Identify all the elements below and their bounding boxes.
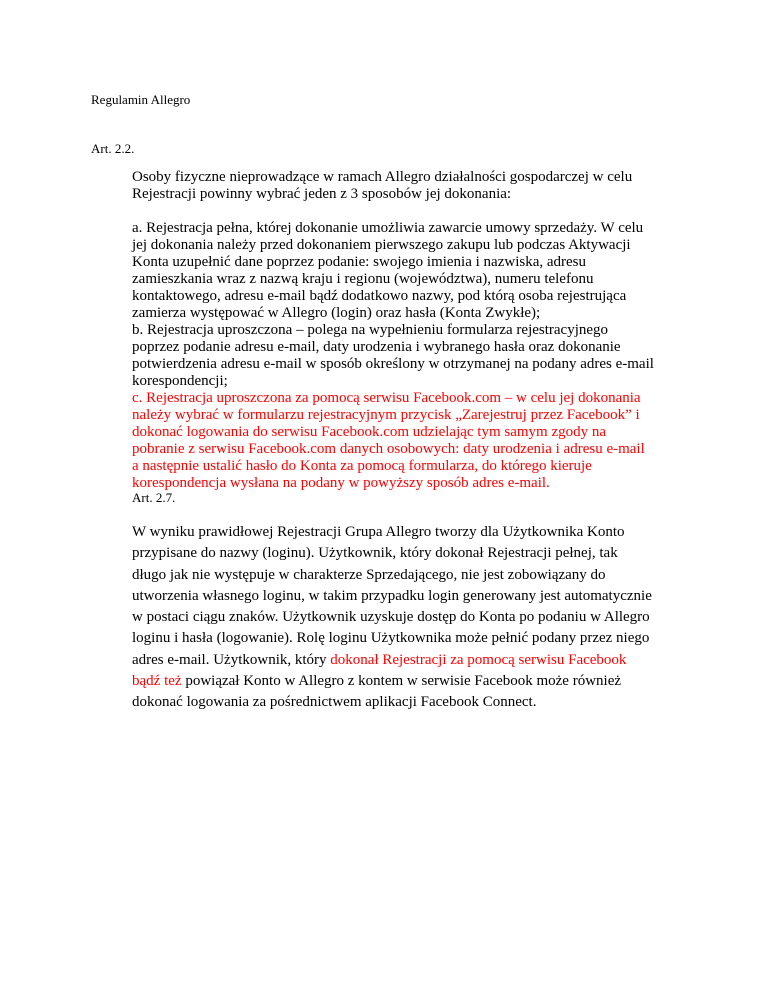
option-a-paragraph xyxy=(132,220,652,322)
article-2-2-options xyxy=(132,220,652,492)
text-line: zamierza występować w Allegro (login) oraz hasła (Konta Zwykłe); xyxy=(132,305,541,321)
highlighted-text: dokonał Rejestracji za pomocą serwisu Facebook xyxy=(330,651,627,668)
text-line: pobranie z serwisu Facebook.com danych osobowych: daty urodzenia i adresu e-mail xyxy=(132,441,645,457)
text-line: w postaci ciągu znaków. Użytkownik uzyskuje dostęp do Konta po podaniu w Allegro xyxy=(132,609,650,626)
document-title: Regulamin Allegro xyxy=(91,92,191,107)
text-line: Konta uzupełnić dane poprzez podanie: swojego imienia i nazwiska, adresu xyxy=(132,254,587,270)
text-line: należy wybrać w formularzu rejestracyjnym przycisk „Zarejestruj przez Facebook” i xyxy=(132,407,640,423)
text-segment: adres e-mail. Użytkownik, który xyxy=(132,651,331,668)
text-line: a następnie ustalić hasło do Konta za pomocą formularza, do którego kieruje xyxy=(132,458,592,474)
text-line: zamieszkania wraz z nazwą kraju i regionu (województwa), numeru telefonu xyxy=(132,271,594,287)
option-c-paragraph-highlighted xyxy=(132,390,652,492)
text-line: dokonać logowania do serwisu Facebook.com udzielając tym samym zgody na xyxy=(132,424,607,440)
text-line: Rejestracji powinny wybrać jeden z 3 sposobów jej dokonania: xyxy=(132,186,512,202)
text-line: dokonać logowania za pośrednictwem aplikacji Facebook Connect. xyxy=(132,694,537,711)
text-line: potwierdzenia adresu e-mail w sposób określony w otrzymanej na podany adres e-mail xyxy=(132,356,654,372)
text-line: kontaktowego, adresu e-mail bądź dodatkowo nazwy, pod którą osoba rejestrująca xyxy=(132,288,627,304)
text-line-mixed xyxy=(132,650,652,671)
text-line: loginu i hasła (logowanie). Rolę loginu Użytkownika może pełnić podany przez niego xyxy=(132,630,650,647)
text-line: długo jak nie występuje w charakterze Sprzedającego, nie jest zobowiązany do xyxy=(132,566,606,583)
text-line: utworzenia własnego loginu, w takim przypadku login generowany jest automatycznie xyxy=(132,587,652,604)
text-segment: powiązał Konto w Allegro z kontem w serwisie Facebook może również xyxy=(181,673,622,690)
text-line: b. Rejestracja uproszczona – polega na wypełnieniu formularza rejestracyjnego xyxy=(132,322,609,338)
text-line: przypisane do nazwy (loginu). Użytkownik, który dokonał Rejestracji pełnej, tak xyxy=(132,545,618,562)
text-line: a. Rejestracja pełna, której dokonanie umożliwia zawarcie umowy sprzedaży. W celu xyxy=(132,220,644,236)
text-line: poprzez podanie adresu e-mail, daty urodzenia i wybranego hasła oraz dokonanie xyxy=(132,339,621,355)
text-line: c. Rejestracja uproszczona za pomocą serwisu Facebook.com – w celu jej dokonania xyxy=(132,390,641,406)
option-b-paragraph xyxy=(132,322,652,390)
text-line: Osoby fizyczne nieprowadzące w ramach Allegro działalności gospodarczej w celu xyxy=(132,169,633,185)
article-2-2-intro xyxy=(132,169,652,203)
text-line: W wyniku prawidłowej Rejestracji Grupa Allegro tworzy dla Użytkownika Konto xyxy=(132,524,625,540)
article-2-2-heading: Art. 2.2. xyxy=(91,141,135,156)
text-line-mixed xyxy=(132,671,652,692)
text-line: korespondencji; xyxy=(132,373,228,389)
text-line: jej dokonania należy przed dokonaniem pierwszego zakupu lub podczas Aktywacji xyxy=(132,237,631,253)
article-2-7-paragraph xyxy=(132,522,652,714)
text-line: korespondencja wysłana na podany w powyższy sposób adres e-mail. xyxy=(132,475,550,491)
highlighted-text: bądź też xyxy=(132,673,182,690)
article-2-7-heading: Art. 2.7. xyxy=(132,490,176,505)
